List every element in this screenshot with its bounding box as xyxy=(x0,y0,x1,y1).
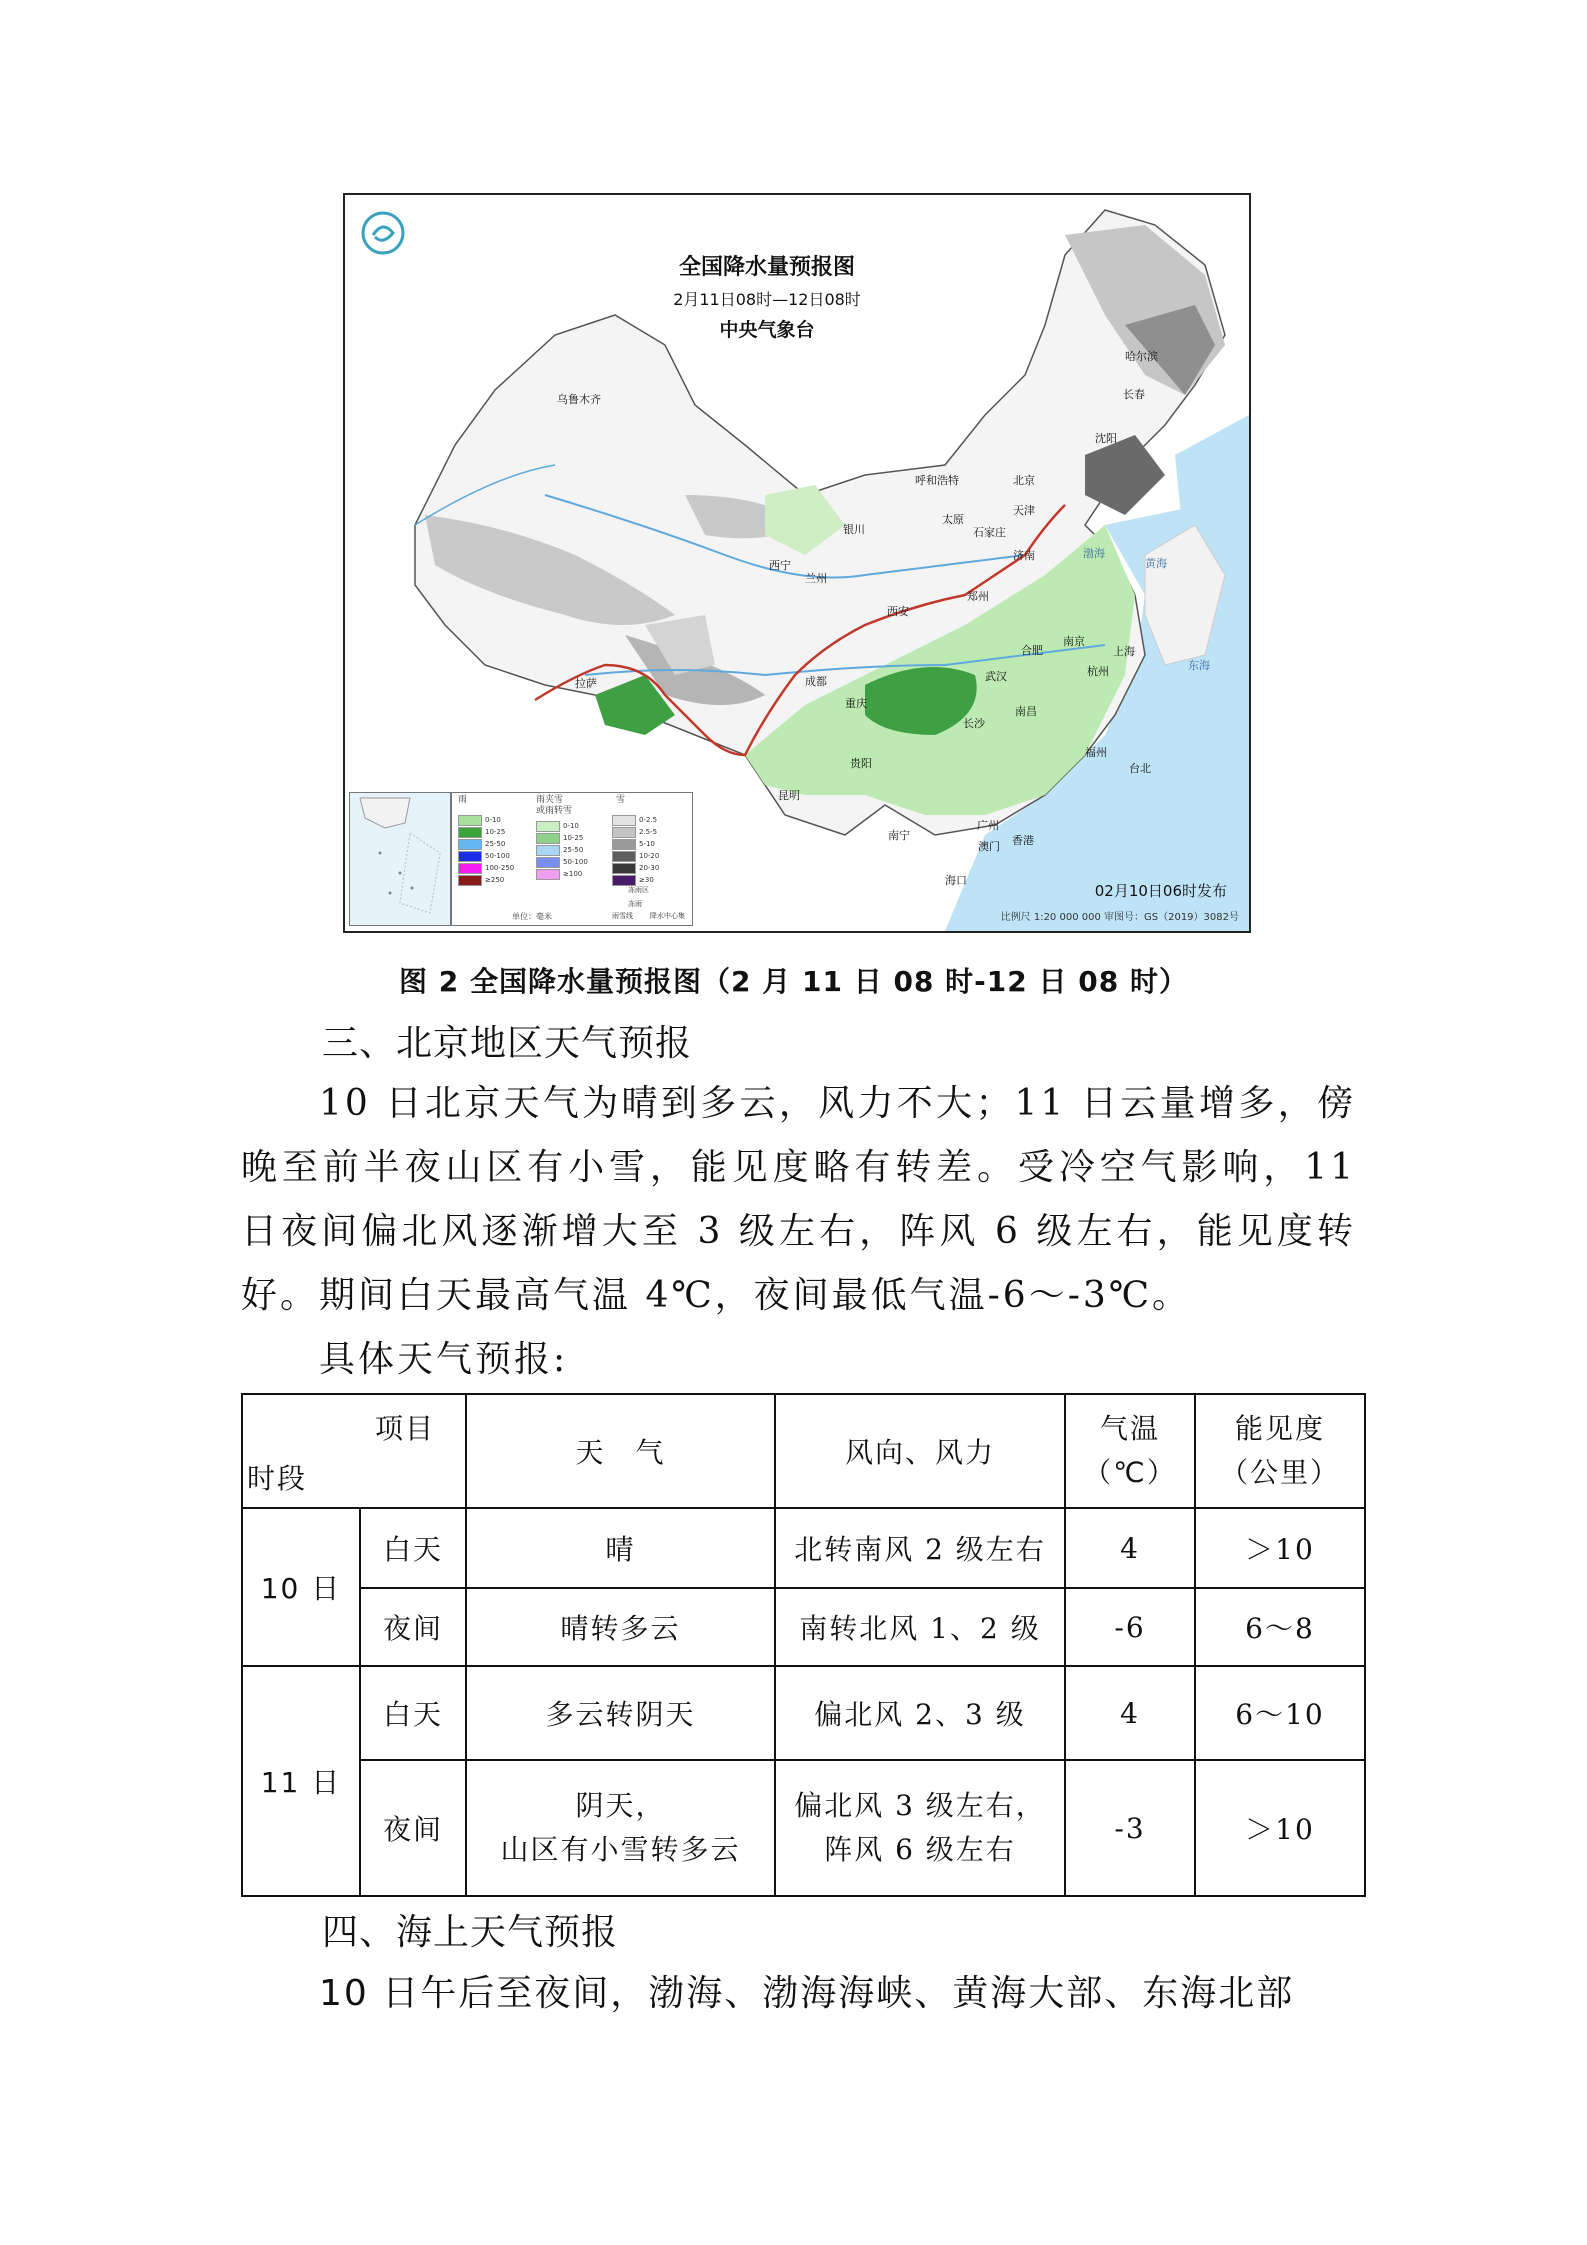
weather-cell: 晴转多云 xyxy=(466,1588,775,1666)
legend-mix-heading: 雨夹雪 或雨转雪 xyxy=(536,795,573,816)
table-intro xyxy=(241,1328,1356,1392)
legend-line-label: 降水中心集 xyxy=(650,912,685,920)
city-label: 南昌 xyxy=(1015,705,1037,718)
date-cell: 11 日 xyxy=(242,1666,360,1896)
city-label: 沈阳 xyxy=(1095,432,1117,445)
legend-label: 2.5-5 xyxy=(639,828,658,836)
city-label: 银川 xyxy=(843,523,865,536)
header-visibility: 能见度 （公里） xyxy=(1195,1394,1365,1508)
legend-label: 10-25 xyxy=(485,828,506,836)
legend-label: ≥30 xyxy=(639,876,654,884)
wind-cell: 南转北风 1、2 级 xyxy=(775,1588,1065,1666)
header-weather: 天 气 xyxy=(466,1394,775,1508)
city-label: 海口 xyxy=(945,874,967,887)
legend-swatch xyxy=(536,857,560,868)
period-cell: 夜间 xyxy=(360,1760,466,1896)
legend-entry xyxy=(458,827,505,837)
city-label: 北京 xyxy=(1013,474,1035,487)
legend-entry xyxy=(536,821,579,831)
legend-label: ≥100 xyxy=(563,870,583,878)
temp-cell: 4 xyxy=(1065,1666,1195,1760)
legend-swatch xyxy=(612,875,636,886)
section-heading: 三、北京地区天气预报 xyxy=(322,1023,693,1064)
table-row xyxy=(242,1666,1365,1760)
temp-cell: -3 xyxy=(1065,1760,1195,1896)
table-row xyxy=(242,1588,1365,1666)
header-item: 项目 xyxy=(374,1412,435,1445)
header-period: 时段 xyxy=(247,1462,308,1495)
legend-swatch xyxy=(536,821,560,832)
legend-swatch xyxy=(536,833,560,844)
legend-swatch xyxy=(458,839,482,850)
legend-entry xyxy=(612,815,657,825)
legend-entry xyxy=(536,857,588,867)
precipitation-forecast-map xyxy=(343,193,1251,933)
legend-label: 0-2.5 xyxy=(639,816,658,824)
legend-entry xyxy=(612,839,655,849)
city-label: 拉萨 xyxy=(575,677,597,690)
city-label: 西宁 xyxy=(769,559,791,572)
map-title: 全国降水量预报图 xyxy=(678,255,855,280)
city-label: 长沙 xyxy=(963,717,985,730)
city-label: 重庆 xyxy=(845,697,867,710)
legend-label: ≥250 xyxy=(485,876,505,884)
city-label: 澳门 xyxy=(978,840,1000,853)
visibility-cell: ＞10 xyxy=(1195,1760,1365,1896)
legend-label: 100-250 xyxy=(485,864,515,872)
legend-line-label: 冻雨 xyxy=(628,900,642,908)
legend-swatch xyxy=(458,815,482,826)
city-label: 乌鲁木齐 xyxy=(557,393,601,406)
city-label: 天津 xyxy=(1013,504,1035,517)
city-label: 太原 xyxy=(942,513,964,526)
legend-entry xyxy=(612,851,659,861)
temp-cell: -6 xyxy=(1065,1588,1195,1666)
legend-swatch xyxy=(612,815,636,826)
section-heading: 四、海上天气预报 xyxy=(322,1912,619,1953)
header-temp: 气温 （℃） xyxy=(1065,1394,1195,1508)
legend-entry xyxy=(612,827,657,837)
date-cell: 10 日 xyxy=(242,1508,360,1666)
legend-label: 25-50 xyxy=(485,840,506,848)
body-paragraph xyxy=(241,1962,1356,2026)
table-row xyxy=(242,1508,1365,1588)
city-label: 长春 xyxy=(1123,388,1145,401)
south-china-sea-inset xyxy=(349,792,451,926)
city-label: 香港 xyxy=(1012,834,1034,847)
legend-entry xyxy=(612,863,659,873)
legend-entry xyxy=(458,863,514,873)
city-label: 上海 xyxy=(1113,645,1135,658)
legend-label: 5-10 xyxy=(639,840,655,848)
legend-swatch xyxy=(458,875,482,886)
legend-label: 50-100 xyxy=(563,858,588,866)
legend-swatch xyxy=(458,851,482,862)
city-label: 南宁 xyxy=(888,829,910,842)
wind-cell: 北转南风 2 级左右 xyxy=(775,1508,1065,1588)
visibility-cell: 6～8 xyxy=(1195,1588,1365,1666)
legend-swatch xyxy=(612,827,636,838)
legend-swatch xyxy=(536,869,560,880)
period-cell: 白天 xyxy=(360,1666,466,1760)
figure-caption: 图 2 全国降水量预报图（2 月 11 日 08 时-12 日 08 时） xyxy=(399,965,1188,998)
legend-entry xyxy=(458,875,504,885)
legend-entry xyxy=(458,851,510,861)
legend-label: 10-25 xyxy=(563,834,584,842)
city-label: 福州 xyxy=(1085,746,1107,759)
city-label: 广州 xyxy=(977,819,999,832)
legend-label: 0-10 xyxy=(563,822,579,830)
legend-entry xyxy=(536,869,582,879)
sea-label: 东海 xyxy=(1188,659,1210,672)
legend-entry xyxy=(458,839,505,849)
city-label: 石家庄 xyxy=(973,526,1006,539)
period-cell: 白天 xyxy=(360,1508,466,1588)
weather-cell: 多云转阴天 xyxy=(466,1666,775,1760)
legend-rain-heading: 雨 xyxy=(458,795,468,805)
city-label: 武汉 xyxy=(985,670,1007,683)
table-intro-text: 具体天气预报: xyxy=(319,1339,569,1380)
table-row xyxy=(242,1760,1365,1896)
legend-swatch xyxy=(458,827,482,838)
city-label: 贵阳 xyxy=(850,757,872,770)
legend-entry xyxy=(536,845,583,855)
legend-swatch xyxy=(612,863,636,874)
city-label: 南京 xyxy=(1063,635,1085,648)
legend-label: 50-100 xyxy=(485,852,510,860)
city-label: 昆明 xyxy=(778,789,800,802)
paragraph-text: 10 日午后至夜间，渤海、渤海海峡、黄海大部、东海北部 xyxy=(319,1973,1295,2014)
map-legend xyxy=(451,792,693,926)
legend-line-label: 雨雪线 xyxy=(612,912,633,920)
city-label: 杭州 xyxy=(1087,665,1109,678)
city-label: 西安 xyxy=(887,605,909,618)
legend-label: 25-50 xyxy=(563,846,584,854)
legend-entry xyxy=(536,833,583,843)
visibility-cell: 6～10 xyxy=(1195,1666,1365,1760)
legend-entry xyxy=(458,815,501,825)
legend-swatch xyxy=(612,839,636,850)
legend-label: 10-20 xyxy=(639,852,660,860)
temp-cell: 4 xyxy=(1065,1508,1195,1588)
city-label: 郑州 xyxy=(967,590,989,603)
weather-cell: 晴 xyxy=(466,1508,775,1588)
legend-unit: 单位：毫米 xyxy=(512,912,552,921)
legend-swatch xyxy=(612,851,636,862)
city-label: 合肥 xyxy=(1021,644,1043,657)
map-issuer: 中央气象台 xyxy=(719,319,815,341)
map-period: 2月11日08时—12日08时 xyxy=(673,290,861,309)
wind-cell: 偏北风 2、3 级 xyxy=(775,1666,1065,1760)
legend-swatch xyxy=(458,863,482,874)
legend-entry xyxy=(612,875,654,885)
sea-label: 黄海 xyxy=(1145,557,1167,570)
body-paragraph xyxy=(241,1072,1356,1328)
legend-snow-heading: 雪 xyxy=(616,795,626,805)
legend-label: 0-10 xyxy=(485,816,501,824)
legend-swatch xyxy=(536,845,560,856)
release-time: 02月10日06时发布 xyxy=(1094,882,1227,900)
city-label: 成都 xyxy=(805,675,827,688)
city-label: 济南 xyxy=(1013,549,1035,562)
table-header-row xyxy=(242,1394,1365,1508)
period-cell: 夜间 xyxy=(360,1588,466,1666)
visibility-cell: ＞10 xyxy=(1195,1508,1365,1588)
legend-line-label: 冻雨区 xyxy=(628,886,649,894)
header-diagonal-cell xyxy=(242,1394,466,1508)
city-label: 呼和浩特 xyxy=(915,474,959,487)
wind-cell: 偏北风 3 级左右， 阵风 6 级左右 xyxy=(775,1760,1065,1896)
paragraph-text: 10 日北京天气为晴到多云，风力不大；11 日云量增多，傍晚至前半夜山区有小雪，能见度略有转差。受冷空气影响，11 日夜间偏北风逐渐增大至 3 级左右，阵风 6 级左右，能见度转好。期间白天最高气温 4℃，夜间最低气温-6～-3℃。 xyxy=(241,1083,1356,1316)
header-wind: 风向、风力 xyxy=(775,1394,1065,1508)
forecast-table xyxy=(241,1393,1366,1897)
weather-cell: 阴天， 山区有小雪转多云 xyxy=(466,1760,775,1896)
map-scale: 比例尺 1:20 000 000 审图号：GS（2019）3082号 xyxy=(1000,912,1239,923)
city-label: 兰州 xyxy=(805,572,827,585)
sea-label: 渤海 xyxy=(1083,547,1105,560)
city-label: 哈尔滨 xyxy=(1125,350,1158,363)
city-label: 台北 xyxy=(1129,762,1151,775)
legend-label: 20-30 xyxy=(639,864,660,872)
